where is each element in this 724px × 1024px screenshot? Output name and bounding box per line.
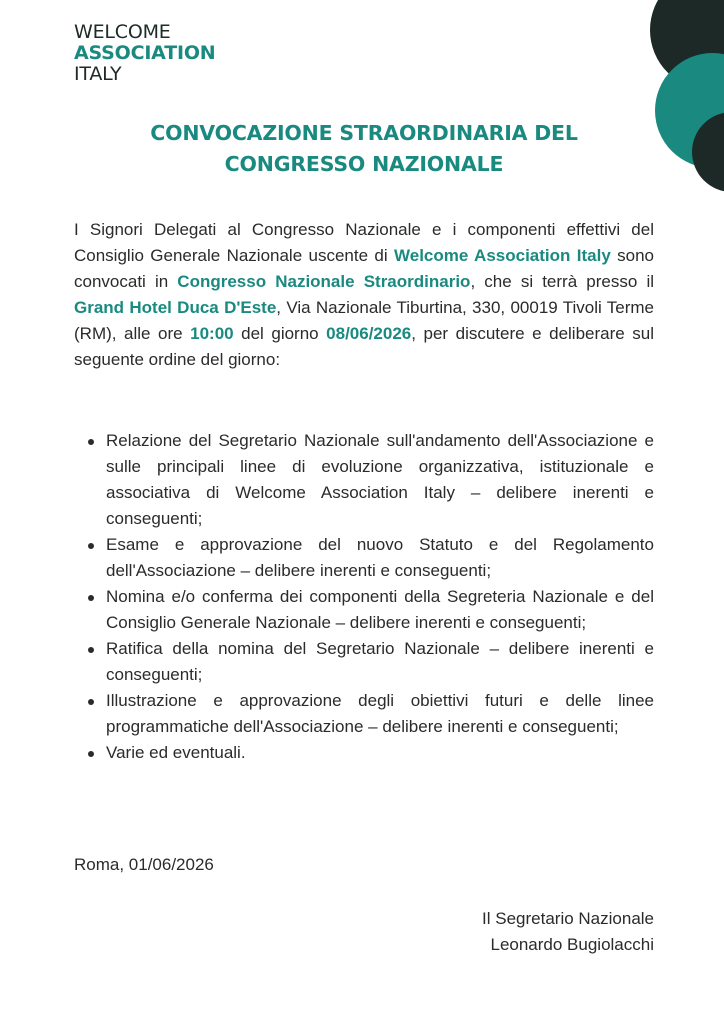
agenda-item: Ratifica della nomina del Segretario Nazionale – delibere inerenti e conseguenti; bbox=[106, 636, 654, 688]
agenda-item: Varie ed eventuali. bbox=[106, 740, 654, 766]
intro-text: I Signori Delegati al Congresso Nazionale e i componenti effettivi del Consiglio Generale Nazionale uscente di bbox=[74, 220, 654, 265]
title-line-2: CONGRESSO NAZIONALE bbox=[224, 152, 504, 176]
logo bbox=[74, 22, 216, 85]
signatory-name: Leonardo Bugiolacchi bbox=[490, 935, 654, 954]
logo-line-association: ASSOCIATION bbox=[74, 42, 216, 64]
logo-line-italy: ITALY bbox=[74, 63, 122, 85]
intro-text: , che si terrà presso il bbox=[470, 272, 654, 291]
agenda-item: Esame e approvazione del nuovo Statuto e del Regolamento dell'Associazione – delibere inerenti e conseguenti; bbox=[106, 532, 654, 584]
document-title bbox=[74, 118, 654, 180]
signatory-role: Il Segretario Nazionale bbox=[482, 909, 654, 928]
signature-block bbox=[482, 906, 654, 958]
intro-paragraph bbox=[74, 217, 654, 373]
agenda-item: Nomina e/o conferma dei componenti della Segreteria Nazionale e del Consiglio Generale Nazionale – delibere inerenti e conseguenti; bbox=[106, 584, 654, 636]
agenda-item: Illustrazione e approvazione degli obiettivi futuri e delle linee programmatiche dell'Associazione – delibere inerenti e conseguenti; bbox=[106, 688, 654, 740]
agenda-list bbox=[74, 428, 654, 766]
agenda-item: Relazione del Segretario Nazionale sull'andamento dell'Associazione e sulle principali linee di evoluzione organizzativa, istituzionale e associativa di Welcome Association Italy – delibere inerenti e conseguenti; bbox=[106, 428, 654, 532]
association-name: Welcome Association Italy bbox=[394, 246, 611, 265]
meeting-time: 10:00 bbox=[190, 324, 234, 343]
title-line-1: CONVOCAZIONE STRAORDINARIA DEL bbox=[150, 121, 578, 145]
place-date: Roma, 01/06/2026 bbox=[74, 855, 214, 874]
logo-line-welcome: WELCOME bbox=[74, 21, 171, 43]
intro-text: , Via Nazionale Tiburtina, 330, 00019 Tivoli Terme (RM), alle ore bbox=[74, 298, 655, 343]
intro-text: sono convocati in bbox=[74, 246, 654, 291]
intro-text: del giorno bbox=[233, 324, 327, 343]
congress-name: Congresso Nazionale Straordinario bbox=[177, 272, 471, 291]
intro-text: , per discutere e deliberare sul seguente ordine del giorno: bbox=[74, 324, 654, 369]
venue-name: Grand Hotel Duca D'Este bbox=[74, 298, 277, 317]
meeting-date: 08/06/2026 bbox=[326, 324, 412, 343]
